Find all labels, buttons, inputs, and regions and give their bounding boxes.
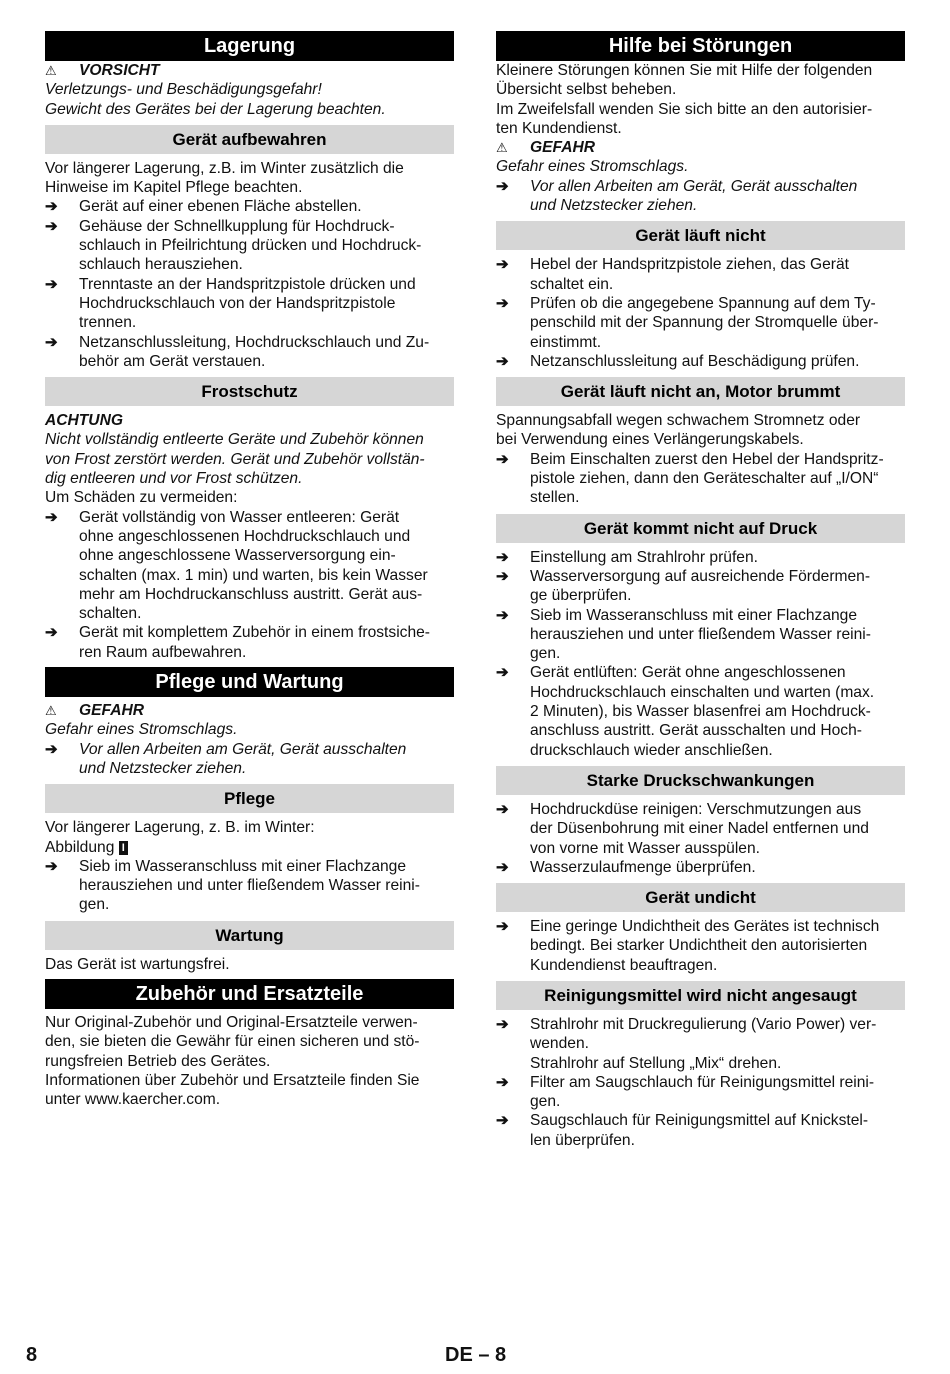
attention-text: von Frost zerstört werden. Gerät und Zubehör vollstän-: [45, 450, 425, 468]
paragraph: unter www.kaercher.com.: [45, 1091, 221, 1109]
arrow-icon: ➔: [496, 1073, 509, 1091]
list-item: ➔ Sieb im Wasseranschluss mit einer Flachzange herausziehen und unter fließendem Wasser reini- gen.: [45, 857, 420, 914]
danger-text: Gefahr eines Stromschlags.: [45, 721, 238, 739]
subsection-title-undicht: Gerät undicht: [496, 883, 905, 912]
list-item: ➔ Saugschlauch für Reinigungsmittel auf Knickstel- len überprüfen.: [496, 1112, 869, 1149]
paragraph: Kleinere Störungen können Sie mit Hilfe der folgenden: [496, 62, 873, 79]
paragraph: rungsfreien Betrieb des Gerätes.: [45, 1052, 271, 1070]
danger-label: ⚠ GEFAHR: [45, 702, 144, 720]
section-title-pflege-wartung: Pflege und Wartung: [45, 667, 454, 697]
arrow-icon: ➔: [496, 450, 509, 468]
list-item: ➔ Filter am Saugschlauch für Reinigungsmittel reini- gen.: [496, 1073, 875, 1111]
attention-text: dig entleeren und vor Frost schützen.: [45, 470, 303, 488]
caution-text: Gewicht des Gerätes bei der Lagerung beachten.: [45, 100, 386, 118]
arrow-icon: ➔: [45, 275, 58, 293]
paragraph: Hinweise im Kapitel Pflege beachten.: [45, 179, 303, 197]
page-code: DE – 8: [445, 1344, 507, 1366]
left-column: [45, 31, 454, 1109]
caution-label: ⚠ VORSICHT: [45, 62, 160, 79]
caution-text: Verletzungs- und Beschädigungsgefahr!: [45, 81, 322, 99]
arrow-icon: ➔: [496, 548, 509, 566]
list-item: ➔ Vor allen Arbeiten am Gerät, Gerät ausschalten und Netzstecker ziehen.: [45, 740, 407, 777]
paragraph: bei Verwendung eines Verlängerungskabels.: [496, 431, 804, 449]
paragraph: Strahlrohr auf Stellung „Mix“ drehen.: [530, 1054, 782, 1072]
figure-reference: Abbildung I: [45, 838, 454, 857]
subsection-title-wartung: Wartung: [45, 921, 454, 950]
warning-icon: ⚠: [496, 140, 508, 156]
arrow-icon: ➔: [45, 740, 58, 758]
arrow-icon: ➔: [45, 217, 58, 235]
paragraph: Das Gerät ist wartungsfrei.: [45, 955, 230, 973]
arrow-icon: ➔: [496, 256, 509, 274]
list-item: ➔ Netzanschlussleitung auf Beschädigung prüfen.: [496, 352, 860, 370]
list-item: ➔ Wasserversorgung auf ausreichende Fördermen- ge überprüfen.: [496, 567, 871, 605]
subsection-title-druckschwankungen: Starke Druckschwankungen: [496, 766, 905, 795]
subsection-title-aufbewahren: Gerät aufbewahren: [45, 125, 454, 154]
list-item: ➔ Prüfen ob die angegebene Spannung auf dem Ty- penschild mit der Spannung der Stromquelle über- einstimmt.: [496, 294, 879, 351]
paragraph: Spannungsabfall wegen schwachem Stromnetz oder: [496, 412, 861, 430]
arrow-icon: ➔: [496, 1112, 509, 1130]
page-number: 8: [26, 1344, 38, 1366]
arrow-icon: ➔: [496, 800, 509, 818]
paragraph: Um Schäden zu vermeiden:: [45, 489, 238, 507]
arrow-icon: ➔: [496, 858, 509, 876]
arrow-icon: ➔: [45, 333, 58, 351]
section-title-lagerung: Lagerung: [45, 31, 454, 61]
arrow-icon: ➔: [496, 1015, 509, 1033]
arrow-icon: ➔: [496, 606, 509, 624]
arrow-icon: ➔: [45, 857, 58, 875]
list-item: ➔ Hochdruckdüse reinigen: Verschmutzungen aus der Düsenbohrung mit einer Nadel entfernen und von vorne mit Wasser ausspülen.: [496, 800, 869, 857]
arrow-icon: ➔: [496, 918, 509, 936]
subsection-title-reinigungsmittel: Reinigungsmittel wird nicht angesaugt: [496, 981, 905, 1010]
paragraph: Übersicht selbst beheben.: [496, 81, 677, 99]
paragraph: Im Zweifelsfall wenden Sie sich bitte an den autorisier-: [496, 100, 873, 118]
list-item: ➔ Vor allen Arbeiten am Gerät, Gerät ausschalten und Netzstecker ziehen.: [496, 177, 858, 215]
subsection-title-motor-brummt: Gerät läuft nicht an, Motor brummt: [496, 377, 905, 406]
list-item: ➔ Eine geringe Undichtheit des Gerätes ist technisch bedingt. Bei starker Undichtheit den autorisierten Kundendienst beauftragen.: [496, 918, 880, 974]
list-item: ➔ Gerät vollständig von Wasser entleeren: Gerät ohne angeschlossenen Hochdruckschlauch und ohne angeschlossene Wasserversorgung ein- schalten (max. 1 min) und warten, bis kein Wasser mehr am Hochdruckanschluss austritt. Gerät aus- schalten.: [45, 508, 428, 623]
attention-label: ACHTUNG: [45, 412, 123, 430]
section-title-hilfe: Hilfe bei Störungen: [496, 31, 905, 61]
list-item: ➔ Wasserzulaufmenge überprüfen.: [496, 858, 756, 876]
paragraph: ten Kundendienst.: [496, 119, 622, 137]
arrow-icon: ➔: [496, 664, 509, 682]
subsection-title-pflege: Pflege: [45, 784, 454, 813]
list-item: ➔ Gerät auf einer ebenen Fläche abstellen.: [45, 198, 362, 216]
list-item: ➔ Gerät entlüften: Gerät ohne angeschlossenen Hochdruckschlauch einschalten und warten (max. 2 Minuten), bis Wasser blasenfrei am Hochdruck- anschluss austritt. Gerät ausschalten und Hoch- druckschlauch wieder anschließen.: [496, 664, 875, 759]
paragraph: Vor längerer Lagerung, z.B. im Winter zusätzlich die: [45, 159, 404, 177]
paragraph: den, sie bieten die Gewähr für einen sicheren und stö-: [45, 1033, 420, 1051]
attention-text: Nicht vollständig entleerte Geräte und Zubehör können: [45, 431, 424, 449]
arrow-icon: ➔: [496, 567, 509, 585]
list-item: ➔ Einstellung am Strahlrohr prüfen.: [496, 548, 758, 566]
list-item: ➔ Trenntaste an der Handspritzpistole drücken und Hochdruckschlauch von der Handspritzpistole trennen.: [45, 275, 416, 332]
list-item: ➔ Gehäuse der Schnellkupplung für Hochdruck- schlauch in Pfeilrichtung drücken und Hochdruck- schlauch herausziehen.: [45, 217, 422, 274]
section-title-zubehoer: Zubehör und Ersatzteile: [45, 979, 454, 1009]
arrow-icon: ➔: [496, 352, 509, 370]
list-item: ➔ Strahlrohr mit Druckregulierung (Vario Power) ver- wenden.: [496, 1015, 877, 1053]
arrow-icon: ➔: [496, 177, 509, 195]
danger-text: Gefahr eines Stromschlags.: [496, 158, 689, 176]
warning-icon: ⚠: [45, 63, 57, 78]
subsection-title-kein-druck: Gerät kommt nicht auf Druck: [496, 514, 905, 543]
warning-icon: ⚠: [45, 703, 57, 719]
arrow-icon: ➔: [496, 294, 509, 312]
figure-number-badge: I: [119, 841, 128, 855]
paragraph: Vor längerer Lagerung, z. B. im Winter:: [45, 819, 315, 837]
paragraph: Informationen über Zubehör und Ersatzteile finden Sie: [45, 1071, 420, 1089]
subsection-title-laeuft-nicht: Gerät läuft nicht: [496, 221, 905, 250]
paragraph: Nur Original-Zubehör und Original-Ersatzteile verwen-: [45, 1013, 418, 1031]
arrow-icon: ➔: [45, 508, 58, 526]
list-item: ➔ Beim Einschalten zuerst den Hebel der Handspritz- pistole ziehen, dann den Geräteschalter auf „I/ON“ stellen.: [496, 450, 884, 507]
list-item: ➔ Gerät mit komplettem Zubehör in einem frostsiche- ren Raum aufbewahren.: [45, 624, 430, 661]
arrow-icon: ➔: [45, 198, 58, 216]
arrow-icon: ➔: [45, 624, 58, 642]
danger-label: ⚠ GEFAHR: [496, 139, 595, 157]
list-item: ➔ Hebel der Handspritzpistole ziehen, das Gerät schaltet ein.: [496, 256, 849, 293]
subsection-title-frostschutz: Frostschutz: [45, 377, 454, 406]
list-item: ➔ Netzanschlussleitung, Hochdruckschlauch und Zu- behör am Gerät verstauen.: [45, 333, 430, 370]
list-item: ➔ Sieb im Wasseranschluss mit einer Flachzange herausziehen und unter fließendem Wasser reini- gen.: [496, 606, 871, 663]
right-column: [496, 31, 905, 1150]
